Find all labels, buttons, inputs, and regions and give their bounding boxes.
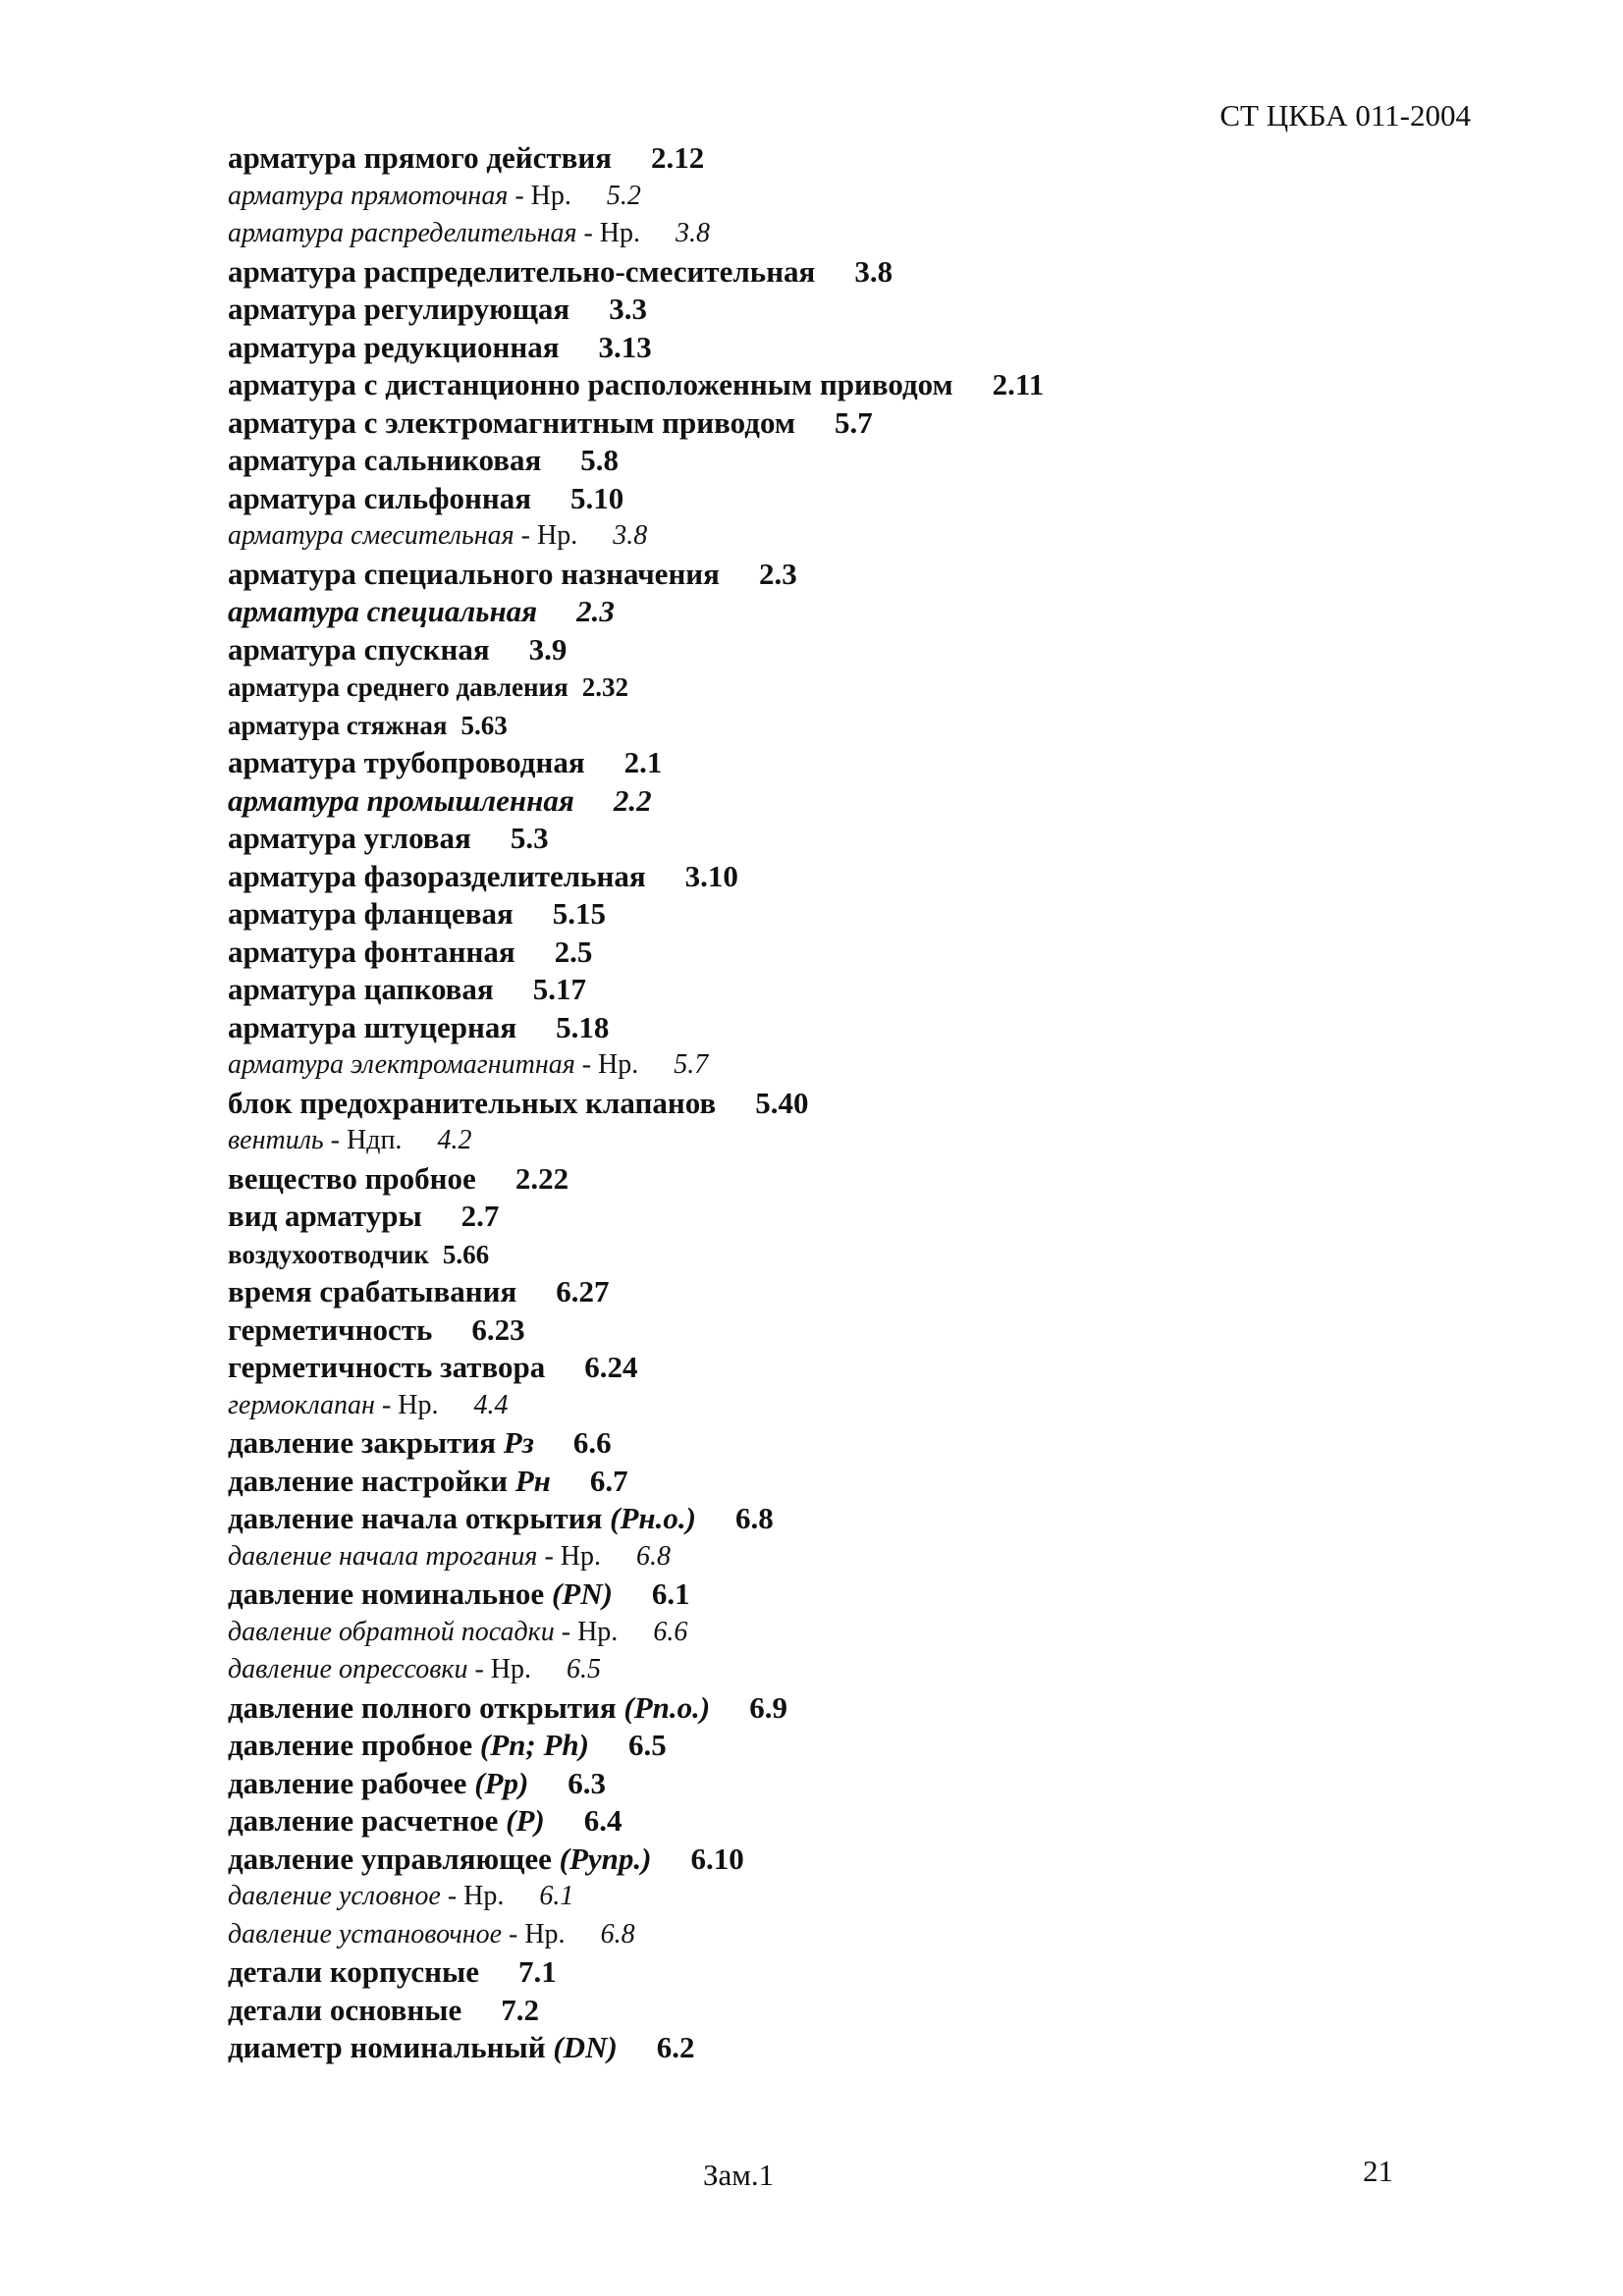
entry-reference: 5.7: [834, 404, 873, 440]
index-entry: [228, 1614, 1504, 1652]
entry-symbol: Рн: [514, 1463, 551, 1498]
entry-term: герметичность затвора: [228, 1350, 546, 1384]
index-entry: [228, 971, 1504, 1009]
entry-reference: 6.24: [584, 1350, 638, 1384]
entry-note: - Нр.: [467, 1654, 531, 1684]
entry-reference: 7.1: [518, 1954, 557, 1989]
entry-term: арматура фазоразделительная: [228, 858, 646, 893]
index-entry: [228, 1538, 1504, 1576]
index-entry: [228, 2029, 1504, 2067]
index-entry: [228, 442, 1504, 480]
index-entry: [228, 668, 1504, 707]
entry-term: давление полного открытия: [228, 1689, 617, 1725]
entry-term: арматура специальная: [228, 594, 538, 628]
entry-term: арматура специального назначения: [228, 556, 720, 591]
entry-term: детали корпусные: [228, 1954, 480, 1989]
entry-reference: 7.2: [501, 1992, 539, 2027]
index-entry: [228, 1009, 1504, 1047]
entry-term: арматура сальниковая: [228, 443, 542, 477]
entry-term: арматура регулирующая: [228, 292, 570, 326]
entry-term: арматура сильфонная: [228, 480, 532, 515]
entry-reference: 6.1: [651, 1576, 690, 1611]
entry-term: давление установочное: [228, 1918, 503, 1949]
index-entry: [228, 744, 1504, 782]
entry-reference: 6.23: [471, 1311, 525, 1347]
index-entry: [228, 480, 1504, 518]
index-entry: [228, 1727, 1504, 1765]
entry-note: - Нр.: [508, 180, 571, 211]
entry-reference: 6.27: [556, 1274, 610, 1308]
index-entry: [228, 1160, 1504, 1199]
entry-term: арматура трубопроводная: [228, 745, 585, 779]
index-entry: [228, 1841, 1504, 1879]
entry-term: время срабатывания: [228, 1274, 517, 1308]
entry-note: - Нр.: [374, 1389, 439, 1420]
entry-reference: 5.7: [674, 1049, 709, 1080]
index-entry: [228, 1122, 1504, 1160]
entry-reference: 6.9: [749, 1689, 787, 1725]
index-entry: [228, 1992, 1504, 2030]
entry-term: давление расчетное: [228, 1803, 499, 1838]
index-entry: [228, 1878, 1504, 1916]
amendment-label: Зам.1: [703, 2158, 775, 2192]
entry-reference: 2.3: [576, 594, 615, 628]
entry-symbol: (PN): [551, 1576, 613, 1611]
index-entry: [228, 1349, 1504, 1387]
index-entry: [228, 1953, 1504, 1992]
entry-reference: 4.4: [473, 1389, 509, 1420]
index-entry: [228, 782, 1504, 821]
entry-reference: 5.2: [606, 180, 641, 211]
entry-term: давление номинальное: [228, 1576, 545, 1611]
entry-symbol: (DN): [553, 2030, 618, 2064]
entry-note: - Нр.: [574, 1049, 639, 1080]
index-entry: [228, 1311, 1504, 1350]
entry-reference: 2.1: [623, 745, 663, 779]
index-entry: [228, 1463, 1504, 1501]
index-entry: [228, 1651, 1504, 1689]
entry-term: диаметр номинальный: [228, 2030, 546, 2064]
entry-reference: 6.3: [568, 1765, 607, 1800]
entry-reference: 6.5: [567, 1654, 601, 1684]
entry-reference: 2.22: [514, 1160, 569, 1196]
entry-reference: 6.8: [734, 1501, 774, 1535]
entry-reference: 3.13: [598, 329, 652, 364]
entry-term: давление настройки: [228, 1463, 508, 1498]
entry-note: - Нр.: [440, 1881, 505, 1911]
index-entry: [228, 1500, 1504, 1538]
entry-term: арматура распределительно-смесительная: [228, 253, 816, 289]
entry-reference: 6.4: [583, 1803, 622, 1838]
entry-reference: 5.10: [570, 480, 624, 515]
entry-term: воздухоотводчик: [228, 1239, 429, 1269]
entry-reference: 2.11: [992, 367, 1045, 401]
entry-term: давление закрытия: [228, 1425, 497, 1460]
entry-term: арматура угловая: [228, 821, 471, 855]
entry-term: арматура среднего давления: [228, 672, 568, 702]
entry-reference: 2.2: [613, 782, 652, 818]
entry-symbol: (Р): [506, 1803, 545, 1838]
entry-reference: 6.10: [690, 1841, 744, 1876]
entry-reference: 6.5: [627, 1728, 667, 1762]
entry-term: арматура стяжная: [228, 710, 448, 740]
entry-term: давление начала трогания: [228, 1540, 538, 1572]
index-entry: [228, 1387, 1504, 1425]
index-entry: [228, 1198, 1504, 1236]
entry-term: арматура прямоточная: [228, 180, 509, 211]
entry-term: давление рабочее: [228, 1765, 467, 1800]
entry-reference: 3.8: [676, 218, 711, 248]
index-entry: [228, 1802, 1504, 1841]
entry-term: давление обратной посадки: [228, 1616, 555, 1647]
entry-term: арматура с электромагнитным приводом: [228, 404, 795, 440]
entry-term: арматура с дистанционно расположенным приводом: [228, 367, 953, 401]
entry-reference: 5.15: [552, 896, 606, 931]
entry-reference: 3.8: [854, 253, 893, 289]
index-entry: [228, 858, 1504, 896]
index-entry: [228, 253, 1504, 292]
index-entry: [228, 1765, 1504, 1803]
entry-reference: 3.9: [528, 631, 568, 667]
index-entry: [228, 1689, 1504, 1728]
entry-note: - Нр.: [554, 1616, 619, 1647]
entry-term: арматура фонтанная: [228, 934, 515, 969]
entry-reference: 6.6: [653, 1616, 688, 1647]
entry-term: арматура спускная: [228, 631, 490, 667]
entry-term: детали основные: [228, 1992, 462, 2027]
entry-symbol: (Рп; Рh): [479, 1728, 589, 1762]
entry-reference: 2.3: [758, 556, 797, 591]
index-entry: [228, 1575, 1504, 1614]
entry-term: арматура штуцерная: [228, 1009, 517, 1044]
entry-term: арматура прямого действия: [228, 140, 612, 175]
entry-symbol: (Рр): [474, 1765, 529, 1800]
index-entry: [228, 1916, 1504, 1954]
entry-term: давление условное: [228, 1881, 441, 1911]
entry-term: блок предохранительных клапанов: [228, 1085, 717, 1120]
entry-term: арматура электромагнитная: [228, 1049, 575, 1080]
entry-symbol: (Рупр.): [559, 1841, 652, 1876]
index-entry: [228, 215, 1504, 253]
entry-reference: 2.12: [650, 140, 705, 175]
entry-reference: 2.32: [581, 672, 628, 702]
entry-reference: 6.2: [656, 2030, 695, 2064]
entry-term: арматура промышленная: [228, 782, 574, 818]
entry-reference: 4.2: [437, 1125, 472, 1155]
index-entry: [228, 291, 1504, 329]
entry-reference: 6.1: [539, 1881, 574, 1911]
entry-term: арматура смесительная: [228, 520, 514, 551]
index-entry: [228, 1046, 1504, 1085]
index-entry: [228, 934, 1504, 972]
index-entry: [228, 404, 1504, 443]
index-entry: [228, 593, 1504, 631]
entry-reference: 3.3: [609, 292, 647, 326]
entry-symbol: Рз: [503, 1425, 534, 1460]
index-entry: [228, 1085, 1504, 1123]
entry-note: - Нр.: [514, 520, 578, 551]
term-index-list: [228, 139, 1504, 2067]
index-entry: [228, 366, 1504, 404]
entry-reference: 6.6: [572, 1425, 612, 1460]
index-entry: [228, 1273, 1504, 1311]
entry-term: давление пробное: [228, 1728, 473, 1762]
entry-reference: 5.3: [510, 821, 549, 855]
entry-term: вид арматуры: [228, 1199, 422, 1233]
index-entry: [228, 820, 1504, 858]
entry-term: арматура цапковая: [228, 972, 494, 1006]
entry-term: арматура редукционная: [228, 329, 560, 364]
entry-term: вентиль: [228, 1125, 324, 1155]
entry-reference: 3.8: [613, 520, 648, 551]
index-entry: [228, 895, 1504, 934]
page-number: 21: [1363, 2154, 1393, 2188]
entry-term: давление управляющее: [228, 1841, 552, 1876]
entry-reference: 2.7: [460, 1199, 500, 1233]
entry-term: герметичность: [228, 1311, 433, 1347]
entry-term: давление начала открытия: [228, 1501, 603, 1535]
index-entry: [228, 178, 1504, 216]
index-entry: [228, 707, 1504, 745]
document-code: СТ ЦКБА 011-2004: [1219, 98, 1471, 133]
index-entry: [228, 556, 1504, 594]
entry-reference: 5.8: [580, 443, 620, 477]
entry-reference: 2.5: [554, 934, 593, 969]
entry-term: давление опрессовки: [228, 1654, 468, 1684]
index-entry: [228, 517, 1504, 556]
entry-reference: 5.17: [532, 972, 586, 1006]
entry-reference: 6.8: [636, 1540, 671, 1572]
entry-reference: 5.40: [755, 1085, 809, 1120]
entry-term: гермоклапан: [228, 1389, 375, 1420]
entry-reference: 3.10: [684, 858, 738, 893]
entry-reference: 5.63: [460, 710, 508, 740]
entry-reference: 5.66: [442, 1239, 490, 1269]
index-entry: [228, 1236, 1504, 1274]
index-entry: [228, 1424, 1504, 1463]
index-entry: [228, 139, 1504, 178]
entry-term: арматура фланцевая: [228, 896, 514, 931]
entry-term: арматура распределительная: [228, 218, 577, 248]
entry-note: - Ндп.: [323, 1125, 403, 1155]
entry-symbol: (Рн.о.): [610, 1501, 696, 1535]
index-entry: [228, 631, 1504, 669]
entry-symbol: (Рп.о.): [623, 1689, 711, 1725]
entry-note: - Нр.: [502, 1918, 566, 1949]
index-entry: [228, 329, 1504, 367]
entry-note: - Нр.: [576, 218, 641, 248]
entry-reference: 5.18: [556, 1009, 610, 1044]
entry-term: вещество пробное: [228, 1160, 476, 1196]
entry-note: - Нр.: [537, 1540, 601, 1572]
entry-reference: 6.8: [600, 1918, 635, 1949]
entry-reference: 6.7: [589, 1463, 628, 1498]
